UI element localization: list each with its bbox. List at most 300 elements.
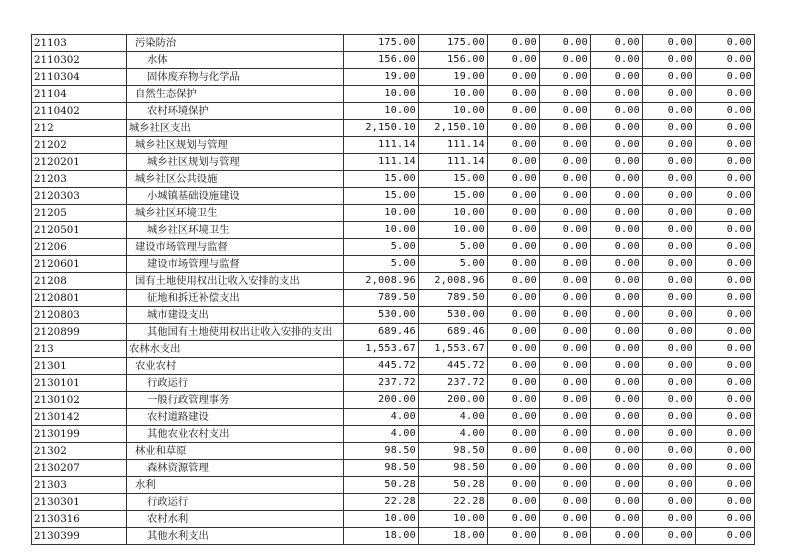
amount-cell: 0.00	[488, 443, 540, 460]
subject-code-cell: 2130142	[32, 409, 127, 426]
table-row	[32, 188, 755, 205]
subject-name-cell: 其他农业农村支出	[127, 426, 344, 443]
amount-cell: 0.00	[696, 120, 755, 137]
amount-cell: 789.50	[419, 290, 488, 307]
table-row	[32, 154, 755, 171]
amount-cell: 175.00	[344, 35, 419, 52]
amount-cell: 0.00	[488, 239, 540, 256]
amount-cell: 0.00	[540, 511, 591, 528]
amount-cell: 0.00	[643, 528, 696, 545]
subject-code-cell: 2120501	[32, 222, 127, 239]
amount-cell: 10.00	[344, 103, 419, 120]
amount-cell: 0.00	[488, 375, 540, 392]
amount-cell: 98.50	[419, 460, 488, 477]
amount-cell: 4.00	[344, 426, 419, 443]
amount-cell: 0.00	[643, 205, 696, 222]
amount-cell: 0.00	[643, 443, 696, 460]
amount-cell: 0.00	[696, 392, 755, 409]
amount-cell: 0.00	[540, 69, 591, 86]
subject-code-cell: 2130101	[32, 375, 127, 392]
amount-cell: 0.00	[591, 188, 643, 205]
amount-cell: 0.00	[643, 511, 696, 528]
subject-code-cell: 21103	[32, 35, 127, 52]
amount-cell: 0.00	[488, 358, 540, 375]
amount-cell: 237.72	[419, 375, 488, 392]
amount-cell: 0.00	[540, 154, 591, 171]
amount-cell: 156.00	[344, 52, 419, 69]
table-row	[32, 171, 755, 188]
amount-cell: 0.00	[488, 307, 540, 324]
amount-cell: 19.00	[344, 69, 419, 86]
amount-cell: 10.00	[419, 222, 488, 239]
amount-cell: 0.00	[696, 137, 755, 154]
table-row	[32, 222, 755, 239]
subject-code-cell: 2130316	[32, 511, 127, 528]
amount-cell: 0.00	[488, 171, 540, 188]
table-body	[32, 35, 755, 545]
amount-cell: 0.00	[488, 324, 540, 341]
amount-cell: 0.00	[643, 188, 696, 205]
amount-cell: 0.00	[488, 341, 540, 358]
amount-cell: 18.00	[344, 528, 419, 545]
amount-cell: 0.00	[488, 392, 540, 409]
amount-cell: 0.00	[696, 86, 755, 103]
amount-cell: 200.00	[344, 392, 419, 409]
amount-cell: 5.00	[344, 256, 419, 273]
amount-cell: 0.00	[591, 256, 643, 273]
amount-cell: 0.00	[696, 35, 755, 52]
amount-cell: 18.00	[419, 528, 488, 545]
subject-code-cell: 2120201	[32, 154, 127, 171]
amount-cell: 0.00	[488, 222, 540, 239]
amount-cell: 0.00	[540, 137, 591, 154]
amount-cell: 0.00	[591, 460, 643, 477]
amount-cell: 0.00	[540, 171, 591, 188]
table-row	[32, 324, 755, 341]
amount-cell: 0.00	[643, 273, 696, 290]
subject-code-cell: 2130199	[32, 426, 127, 443]
amount-cell: 0.00	[488, 86, 540, 103]
amount-cell: 0.00	[696, 426, 755, 443]
amount-cell: 0.00	[696, 494, 755, 511]
amount-cell: 0.00	[696, 443, 755, 460]
subject-name-cell: 征地和拆迁补偿支出	[127, 290, 344, 307]
amount-cell: 0.00	[540, 205, 591, 222]
amount-cell: 0.00	[696, 290, 755, 307]
subject-name-cell: 城市建设支出	[127, 307, 344, 324]
amount-cell: 0.00	[643, 154, 696, 171]
subject-name-cell: 其他水利支出	[127, 528, 344, 545]
amount-cell: 0.00	[488, 528, 540, 545]
amount-cell: 0.00	[540, 120, 591, 137]
amount-cell: 0.00	[591, 494, 643, 511]
amount-cell: 0.00	[696, 409, 755, 426]
table-row	[32, 528, 755, 545]
subject-code-cell: 2130301	[32, 494, 127, 511]
amount-cell: 0.00	[540, 494, 591, 511]
table-row	[32, 137, 755, 154]
amount-cell: 0.00	[696, 52, 755, 69]
amount-cell: 0.00	[540, 103, 591, 120]
subject-name-cell: 林业和草原	[127, 443, 344, 460]
amount-cell: 0.00	[540, 528, 591, 545]
subject-name-cell: 农林水支出	[127, 341, 344, 358]
amount-cell: 50.28	[344, 477, 419, 494]
table-row	[32, 256, 755, 273]
subject-code-cell: 2120601	[32, 256, 127, 273]
subject-code-cell: 2110402	[32, 103, 127, 120]
amount-cell: 0.00	[643, 120, 696, 137]
amount-cell: 0.00	[591, 426, 643, 443]
subject-code-cell: 21302	[32, 443, 127, 460]
amount-cell: 0.00	[696, 358, 755, 375]
amount-cell: 0.00	[540, 35, 591, 52]
table-row	[32, 358, 755, 375]
amount-cell: 0.00	[540, 290, 591, 307]
amount-cell: 0.00	[696, 154, 755, 171]
subject-name-cell: 污染防治	[127, 35, 344, 52]
amount-cell: 0.00	[591, 35, 643, 52]
amount-cell: 0.00	[643, 477, 696, 494]
amount-cell: 0.00	[643, 375, 696, 392]
amount-cell: 0.00	[591, 171, 643, 188]
amount-cell: 15.00	[419, 171, 488, 188]
amount-cell: 789.50	[344, 290, 419, 307]
amount-cell: 10.00	[344, 86, 419, 103]
subject-name-cell: 城乡社区公共设施	[127, 171, 344, 188]
amount-cell: 0.00	[591, 290, 643, 307]
amount-cell: 0.00	[591, 375, 643, 392]
subject-code-cell: 21202	[32, 137, 127, 154]
amount-cell: 0.00	[643, 324, 696, 341]
table-row	[32, 103, 755, 120]
subject-name-cell: 水利	[127, 477, 344, 494]
amount-cell: 0.00	[591, 69, 643, 86]
amount-cell: 22.28	[419, 494, 488, 511]
table-row	[32, 511, 755, 528]
table-row	[32, 35, 755, 52]
amount-cell: 0.00	[540, 375, 591, 392]
amount-cell: 0.00	[540, 273, 591, 290]
amount-cell: 10.00	[344, 511, 419, 528]
subject-code-cell: 21203	[32, 171, 127, 188]
subject-name-cell: 一般行政管理事务	[127, 392, 344, 409]
amount-cell: 111.14	[419, 154, 488, 171]
amount-cell: 0.00	[540, 477, 591, 494]
amount-cell: 22.28	[344, 494, 419, 511]
amount-cell: 0.00	[591, 477, 643, 494]
amount-cell: 156.00	[419, 52, 488, 69]
amount-cell: 0.00	[696, 375, 755, 392]
amount-cell: 0.00	[696, 188, 755, 205]
amount-cell: 0.00	[540, 324, 591, 341]
subject-name-cell: 城乡社区环境卫生	[127, 205, 344, 222]
amount-cell: 0.00	[540, 392, 591, 409]
subject-name-cell: 自然生态保护	[127, 86, 344, 103]
subject-name-cell: 农业农村	[127, 358, 344, 375]
amount-cell: 0.00	[488, 154, 540, 171]
amount-cell: 0.00	[540, 222, 591, 239]
table-row	[32, 69, 755, 86]
subject-name-cell: 行政运行	[127, 375, 344, 392]
table-row	[32, 443, 755, 460]
amount-cell: 0.00	[696, 222, 755, 239]
amount-cell: 0.00	[696, 477, 755, 494]
subject-name-cell: 行政运行	[127, 494, 344, 511]
amount-cell: 0.00	[488, 35, 540, 52]
table-row	[32, 86, 755, 103]
amount-cell: 0.00	[643, 409, 696, 426]
subject-code-cell: 2130102	[32, 392, 127, 409]
amount-cell: 111.14	[344, 154, 419, 171]
amount-cell: 0.00	[488, 409, 540, 426]
table-row	[32, 477, 755, 494]
amount-cell: 0.00	[488, 188, 540, 205]
amount-cell: 0.00	[696, 528, 755, 545]
amount-cell: 0.00	[540, 307, 591, 324]
subject-name-cell: 建设市场管理与监督	[127, 239, 344, 256]
subject-name-cell: 农村道路建设	[127, 409, 344, 426]
amount-cell: 0.00	[488, 69, 540, 86]
amount-cell: 0.00	[591, 222, 643, 239]
amount-cell: 0.00	[591, 137, 643, 154]
table-row	[32, 120, 755, 137]
amount-cell: 0.00	[643, 256, 696, 273]
amount-cell: 0.00	[488, 290, 540, 307]
amount-cell: 0.00	[643, 222, 696, 239]
amount-cell: 0.00	[488, 273, 540, 290]
table-row	[32, 239, 755, 256]
amount-cell: 0.00	[591, 443, 643, 460]
subject-name-cell: 农村水利	[127, 511, 344, 528]
table-row	[32, 307, 755, 324]
amount-cell: 19.00	[419, 69, 488, 86]
amount-cell: 0.00	[696, 341, 755, 358]
amount-cell: 0.00	[696, 69, 755, 86]
amount-cell: 15.00	[419, 188, 488, 205]
amount-cell: 0.00	[540, 460, 591, 477]
subject-name-cell: 小城镇基础设施建设	[127, 188, 344, 205]
subject-name-cell: 城乡社区支出	[127, 120, 344, 137]
subject-code-cell: 2130207	[32, 460, 127, 477]
amount-cell: 0.00	[643, 137, 696, 154]
amount-cell: 111.14	[419, 137, 488, 154]
amount-cell: 2,008.96	[419, 273, 488, 290]
amount-cell: 0.00	[540, 86, 591, 103]
amount-cell: 0.00	[696, 103, 755, 120]
table-row	[32, 460, 755, 477]
budget-expenditure-table	[31, 34, 755, 545]
amount-cell: 111.14	[344, 137, 419, 154]
amount-cell: 2,150.10	[344, 120, 419, 137]
amount-cell: 0.00	[591, 154, 643, 171]
subject-code-cell: 2120801	[32, 290, 127, 307]
amount-cell: 2,008.96	[344, 273, 419, 290]
subject-code-cell: 21104	[32, 86, 127, 103]
subject-code-cell: 2110302	[32, 52, 127, 69]
amount-cell: 0.00	[540, 443, 591, 460]
amount-cell: 0.00	[540, 188, 591, 205]
amount-cell: 0.00	[591, 120, 643, 137]
subject-name-cell: 建设市场管理与监督	[127, 256, 344, 273]
amount-cell: 0.00	[540, 358, 591, 375]
amount-cell: 0.00	[591, 358, 643, 375]
amount-cell: 0.00	[696, 205, 755, 222]
amount-cell: 0.00	[591, 324, 643, 341]
amount-cell: 4.00	[419, 426, 488, 443]
amount-cell: 0.00	[643, 341, 696, 358]
amount-cell: 237.72	[344, 375, 419, 392]
subject-code-cell: 2120899	[32, 324, 127, 341]
subject-code-cell: 21208	[32, 273, 127, 290]
table-row	[32, 205, 755, 222]
amount-cell: 0.00	[488, 477, 540, 494]
amount-cell: 5.00	[419, 239, 488, 256]
amount-cell: 0.00	[488, 256, 540, 273]
amount-cell: 5.00	[344, 239, 419, 256]
amount-cell: 0.00	[643, 103, 696, 120]
amount-cell: 0.00	[488, 103, 540, 120]
amount-cell: 0.00	[643, 69, 696, 86]
amount-cell: 0.00	[643, 239, 696, 256]
subject-code-cell: 21301	[32, 358, 127, 375]
amount-cell: 0.00	[643, 460, 696, 477]
amount-cell: 445.72	[344, 358, 419, 375]
subject-name-cell: 国有土地使用权出让收入安排的支出	[127, 273, 344, 290]
subject-code-cell: 2110304	[32, 69, 127, 86]
amount-cell: 0.00	[540, 426, 591, 443]
amount-cell: 50.28	[419, 477, 488, 494]
amount-cell: 0.00	[643, 52, 696, 69]
subject-name-cell: 农村环境保护	[127, 103, 344, 120]
amount-cell: 689.46	[344, 324, 419, 341]
subject-name-cell: 城乡社区环境卫生	[127, 222, 344, 239]
amount-cell: 0.00	[696, 460, 755, 477]
subject-code-cell: 2120803	[32, 307, 127, 324]
amount-cell: 10.00	[419, 511, 488, 528]
amount-cell: 0.00	[488, 426, 540, 443]
amount-cell: 0.00	[591, 307, 643, 324]
amount-cell: 0.00	[488, 137, 540, 154]
subject-name-cell: 城乡社区规划与管理	[127, 154, 344, 171]
amount-cell: 0.00	[540, 239, 591, 256]
amount-cell: 0.00	[488, 511, 540, 528]
amount-cell: 0.00	[696, 511, 755, 528]
amount-cell: 0.00	[540, 52, 591, 69]
amount-cell: 530.00	[419, 307, 488, 324]
subject-name-cell: 其他国有土地使用权出让收入安排的支出	[127, 324, 344, 341]
amount-cell: 0.00	[591, 86, 643, 103]
amount-cell: 175.00	[419, 35, 488, 52]
amount-cell: 0.00	[696, 239, 755, 256]
amount-cell: 445.72	[419, 358, 488, 375]
amount-cell: 0.00	[696, 273, 755, 290]
amount-cell: 0.00	[591, 205, 643, 222]
amount-cell: 0.00	[643, 358, 696, 375]
amount-cell: 0.00	[591, 511, 643, 528]
amount-cell: 1,553.67	[344, 341, 419, 358]
table-row	[32, 341, 755, 358]
amount-cell: 98.50	[419, 443, 488, 460]
table-row	[32, 52, 755, 69]
table-row	[32, 290, 755, 307]
subject-code-cell: 21205	[32, 205, 127, 222]
amount-cell: 0.00	[488, 460, 540, 477]
amount-cell: 0.00	[643, 86, 696, 103]
subject-code-cell: 21303	[32, 477, 127, 494]
amount-cell: 5.00	[419, 256, 488, 273]
subject-code-cell: 213	[32, 341, 127, 358]
subject-name-cell: 固体废弃物与化学品	[127, 69, 344, 86]
amount-cell: 0.00	[696, 324, 755, 341]
subject-code-cell: 2120303	[32, 188, 127, 205]
amount-cell: 1,553.67	[419, 341, 488, 358]
amount-cell: 0.00	[591, 239, 643, 256]
amount-cell: 0.00	[540, 341, 591, 358]
amount-cell: 0.00	[696, 256, 755, 273]
amount-cell: 4.00	[419, 409, 488, 426]
amount-cell: 15.00	[344, 188, 419, 205]
amount-cell: 0.00	[591, 528, 643, 545]
amount-cell: 0.00	[696, 171, 755, 188]
table-row	[32, 392, 755, 409]
amount-cell: 10.00	[344, 222, 419, 239]
amount-cell: 0.00	[643, 307, 696, 324]
amount-cell: 0.00	[488, 494, 540, 511]
subject-name-cell: 水体	[127, 52, 344, 69]
subject-code-cell: 21206	[32, 239, 127, 256]
amount-cell: 10.00	[419, 205, 488, 222]
table-row	[32, 409, 755, 426]
subject-code-cell: 212	[32, 120, 127, 137]
table-row	[32, 375, 755, 392]
amount-cell: 2,150.10	[419, 120, 488, 137]
amount-cell: 0.00	[540, 409, 591, 426]
amount-cell: 0.00	[488, 52, 540, 69]
amount-cell: 200.00	[419, 392, 488, 409]
amount-cell: 0.00	[643, 171, 696, 188]
amount-cell: 0.00	[591, 273, 643, 290]
amount-cell: 0.00	[488, 120, 540, 137]
amount-cell: 0.00	[643, 392, 696, 409]
amount-cell: 4.00	[344, 409, 419, 426]
amount-cell: 0.00	[643, 35, 696, 52]
amount-cell: 10.00	[419, 86, 488, 103]
table-row	[32, 426, 755, 443]
amount-cell: 10.00	[344, 205, 419, 222]
amount-cell: 0.00	[696, 307, 755, 324]
amount-cell: 0.00	[591, 409, 643, 426]
amount-cell: 0.00	[591, 341, 643, 358]
amount-cell: 98.50	[344, 460, 419, 477]
amount-cell: 98.50	[344, 443, 419, 460]
subject-name-cell: 森林资源管理	[127, 460, 344, 477]
amount-cell: 0.00	[591, 52, 643, 69]
amount-cell: 0.00	[488, 205, 540, 222]
amount-cell: 0.00	[540, 256, 591, 273]
table-row	[32, 273, 755, 290]
table-row	[32, 494, 755, 511]
amount-cell: 15.00	[344, 171, 419, 188]
amount-cell: 0.00	[643, 426, 696, 443]
amount-cell: 10.00	[419, 103, 488, 120]
amount-cell: 0.00	[643, 290, 696, 307]
subject-code-cell: 2130399	[32, 528, 127, 545]
amount-cell: 530.00	[344, 307, 419, 324]
subject-name-cell: 城乡社区规划与管理	[127, 137, 344, 154]
amount-cell: 0.00	[643, 494, 696, 511]
amount-cell: 689.46	[419, 324, 488, 341]
